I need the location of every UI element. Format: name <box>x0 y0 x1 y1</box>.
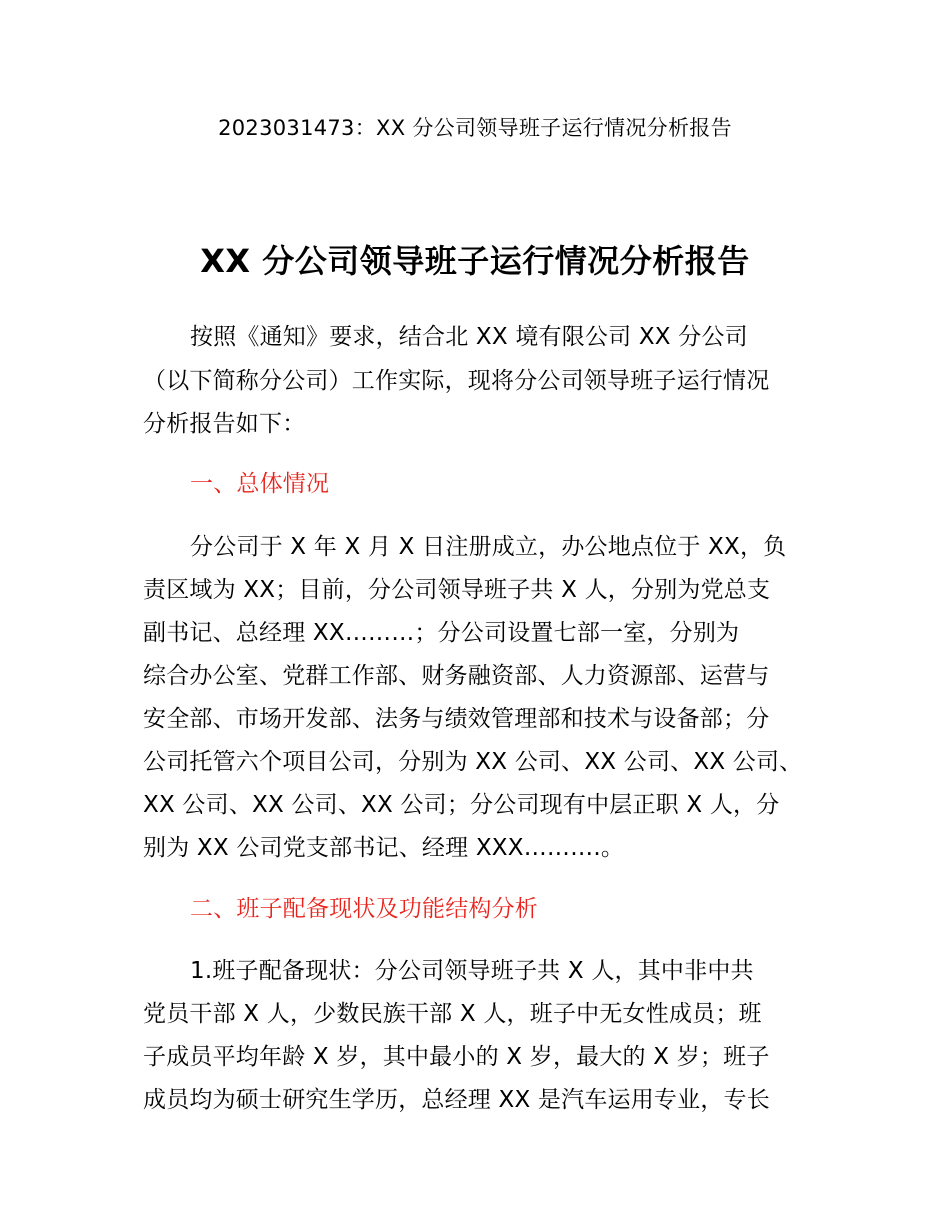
section-heading-overview: 一、总体情况 <box>190 471 330 497</box>
paragraph-line: 别为 XX 公司党支部书记、经理 XXX……….。 <box>143 835 625 861</box>
paragraph-line: 分公司于 X 年 X 月 X 日注册成立，办公地点位于 XX，负 <box>190 534 787 560</box>
document-title: XX 分公司领导班子运行情况分析报告 <box>200 242 750 280</box>
intro-line: 按照《通知》要求，结合北 XX 境有限公司 XX 分公司 <box>190 324 748 350</box>
intro-line: 分析报告如下： <box>143 411 306 437</box>
paragraph-line: 党员干部 X 人，少数民族干部 X 人，班子中无女性成员；班 <box>143 1001 762 1027</box>
paragraph-line: 子成员平均年龄 X 岁，其中最小的 X 岁，最大的 X 岁；班子 <box>143 1044 770 1070</box>
paragraph-line: 成员均为硕士研究生学历，总经理 XX 是汽车运用专业，专长 <box>143 1087 770 1113</box>
intro-line: （以下简称分公司）工作实际，现将分公司领导班子运行情况 <box>143 368 770 394</box>
section-heading-structure: 二、班子配备现状及功能结构分析 <box>190 896 538 922</box>
paragraph-line: 公司托管六个项目公司，分别为 XX 公司、XX 公司、XX 公司、 <box>143 749 803 775</box>
paragraph-line: 1.班子配备现状：分公司领导班子共 X 人，其中非中共 <box>190 958 754 984</box>
paragraph-line: 副书记、总经理 XX………；分公司设置七部一室，分别为 <box>143 620 740 646</box>
paragraph-line: XX 公司、XX 公司、XX 公司；分公司现有中层正职 X 人，分 <box>143 792 780 818</box>
paragraph-line: 安全部、市场开发部、法务与绩效管理部和技术与设备部；分 <box>143 706 770 732</box>
file-header-title: 2023031473：XX 分公司领导班子运行情况分析报告 <box>218 116 732 140</box>
paragraph-line: 责区域为 XX；目前，分公司领导班子共 X 人，分别为党总支 <box>143 577 771 603</box>
paragraph-line: 综合办公室、党群工作部、财务融资部、人力资源部、运营与 <box>143 663 770 689</box>
